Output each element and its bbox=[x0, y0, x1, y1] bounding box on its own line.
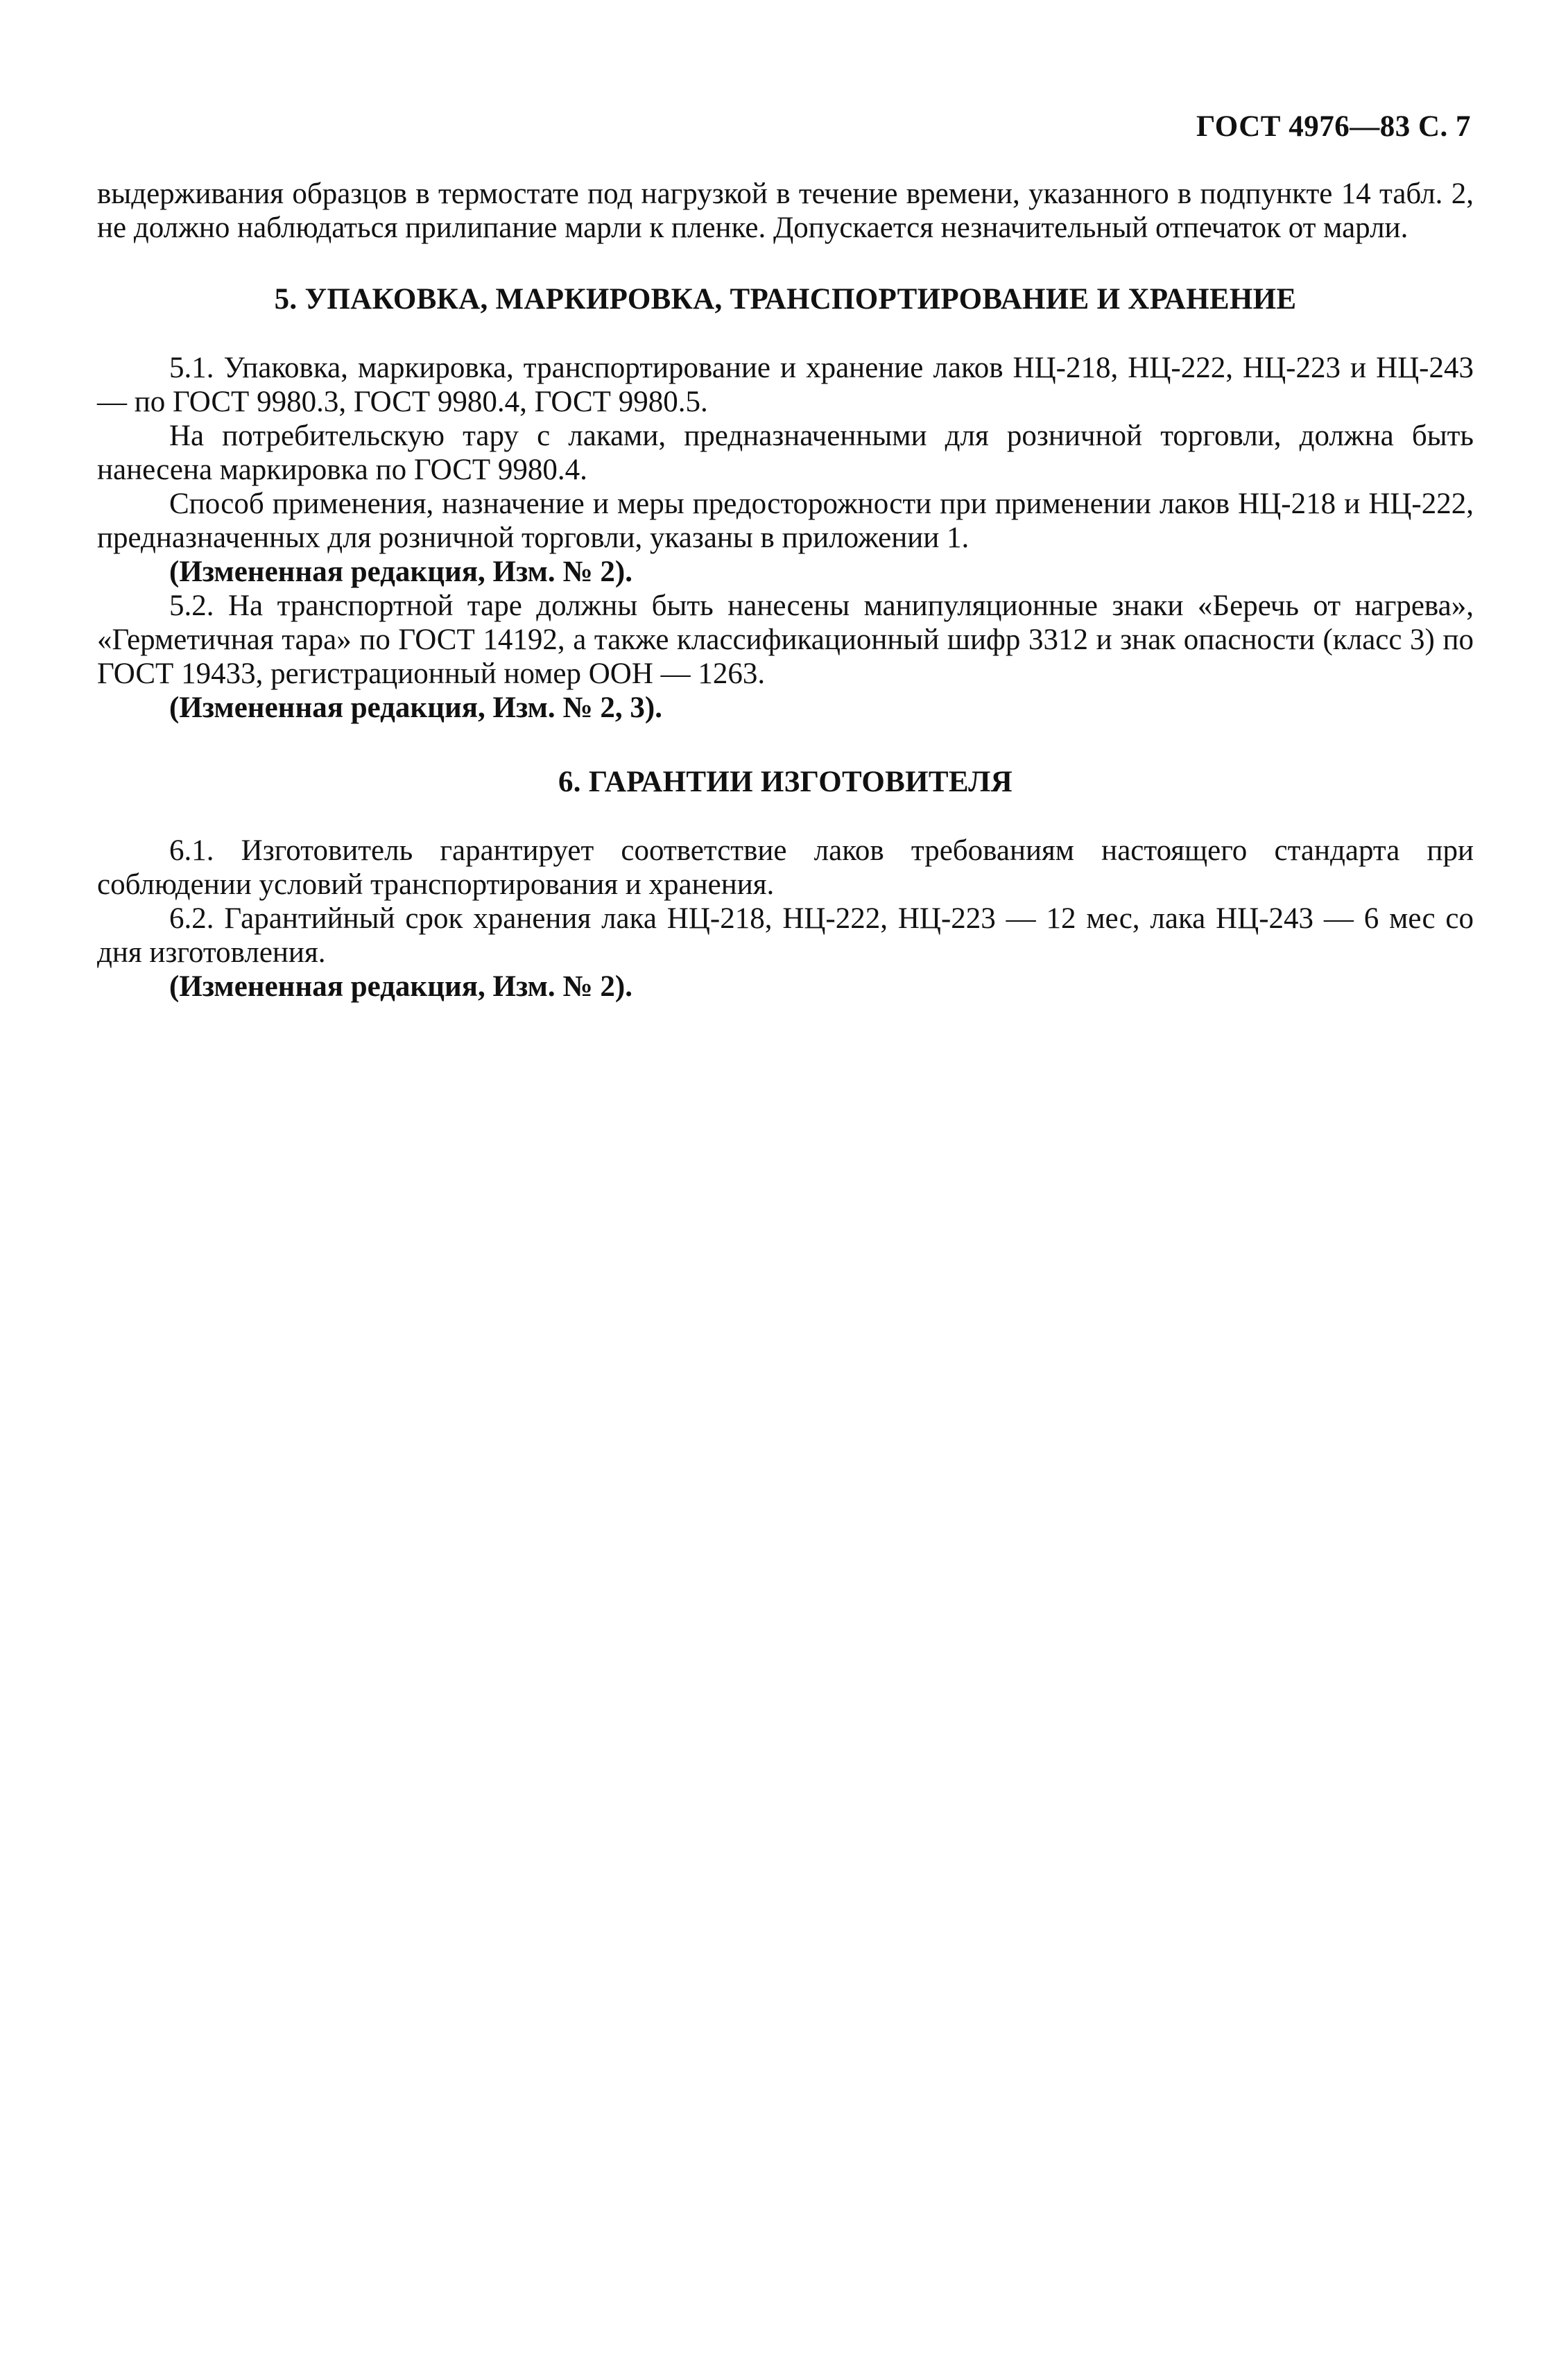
clause-5-1: 5.1. Упаковка, маркировка, транспортирование и хранение лаков НЦ-218, НЦ-222, НЦ-223 и НЦ-243 — по ГОСТ 9980.3, ГОСТ 9980.4, ГОСТ 9980.5. bbox=[97, 352, 1474, 418]
amendment-note-5-2: (Измененная редакция, Изм. № 2, 3). bbox=[169, 691, 662, 724]
section-5-heading: 5. УПАКОВКА, МАРКИРОВКА, ТРАНСПОРТИРОВАНИЕ И ХРАНЕНИЕ bbox=[274, 283, 1297, 316]
clause-6-1: 6.1. Изготовитель гарантирует соответствие лаков требованиям настоящего стандарта при соблюдении условий транспортирования и хранения. bbox=[97, 834, 1474, 901]
clause-5-1-application: Способ применения, назначение и меры предосторожности при применении лаков НЦ-218 и НЦ-222, предназначенных для розничной торговли, указаны в приложении 1. bbox=[97, 488, 1474, 554]
amendment-note-6-2: (Измененная редакция, Изм. № 2). bbox=[169, 970, 632, 1003]
clause-5-2: 5.2. На транспортной таре должны быть нанесены манипуляционные знаки «Беречь от нагрева», «Герметичная тара» по ГОСТ 14192, а также классификационный шифр 3312 и знак опасности (класс 3) по ГОСТ 19433, регистрационный номер ООН — 1263. bbox=[97, 590, 1474, 690]
clause-6-2: 6.2. Гарантийный срок хранения лака НЦ-218, НЦ-222, НЦ-223 — 12 мес, лака НЦ-243 — 6 мес со дня изготовления. bbox=[97, 902, 1474, 969]
intro-paragraph: выдерживания образцов в термостате под нагрузкой в течение времени, указанного в подпункте 14 табл. 2, не должно наблюдаться прилипание марли к пленке. Допускается незначительный отпечаток от марли. bbox=[97, 178, 1474, 244]
section-6-heading: 6. ГАРАНТИИ ИЗГОТОВИТЕЛЯ bbox=[558, 766, 1013, 798]
page-content bbox=[97, 177, 1474, 1004]
amendment-note-5-1: (Измененная редакция, Изм. № 2). bbox=[169, 556, 632, 588]
running-header: ГОСТ 4976—83 С. 7 bbox=[1196, 110, 1471, 143]
clause-5-1-consumer-packaging: На потребительскую тару с лаками, предназначенными для розничной торговли, должна быть нанесена маркировка по ГОСТ 9980.4. bbox=[97, 420, 1474, 486]
